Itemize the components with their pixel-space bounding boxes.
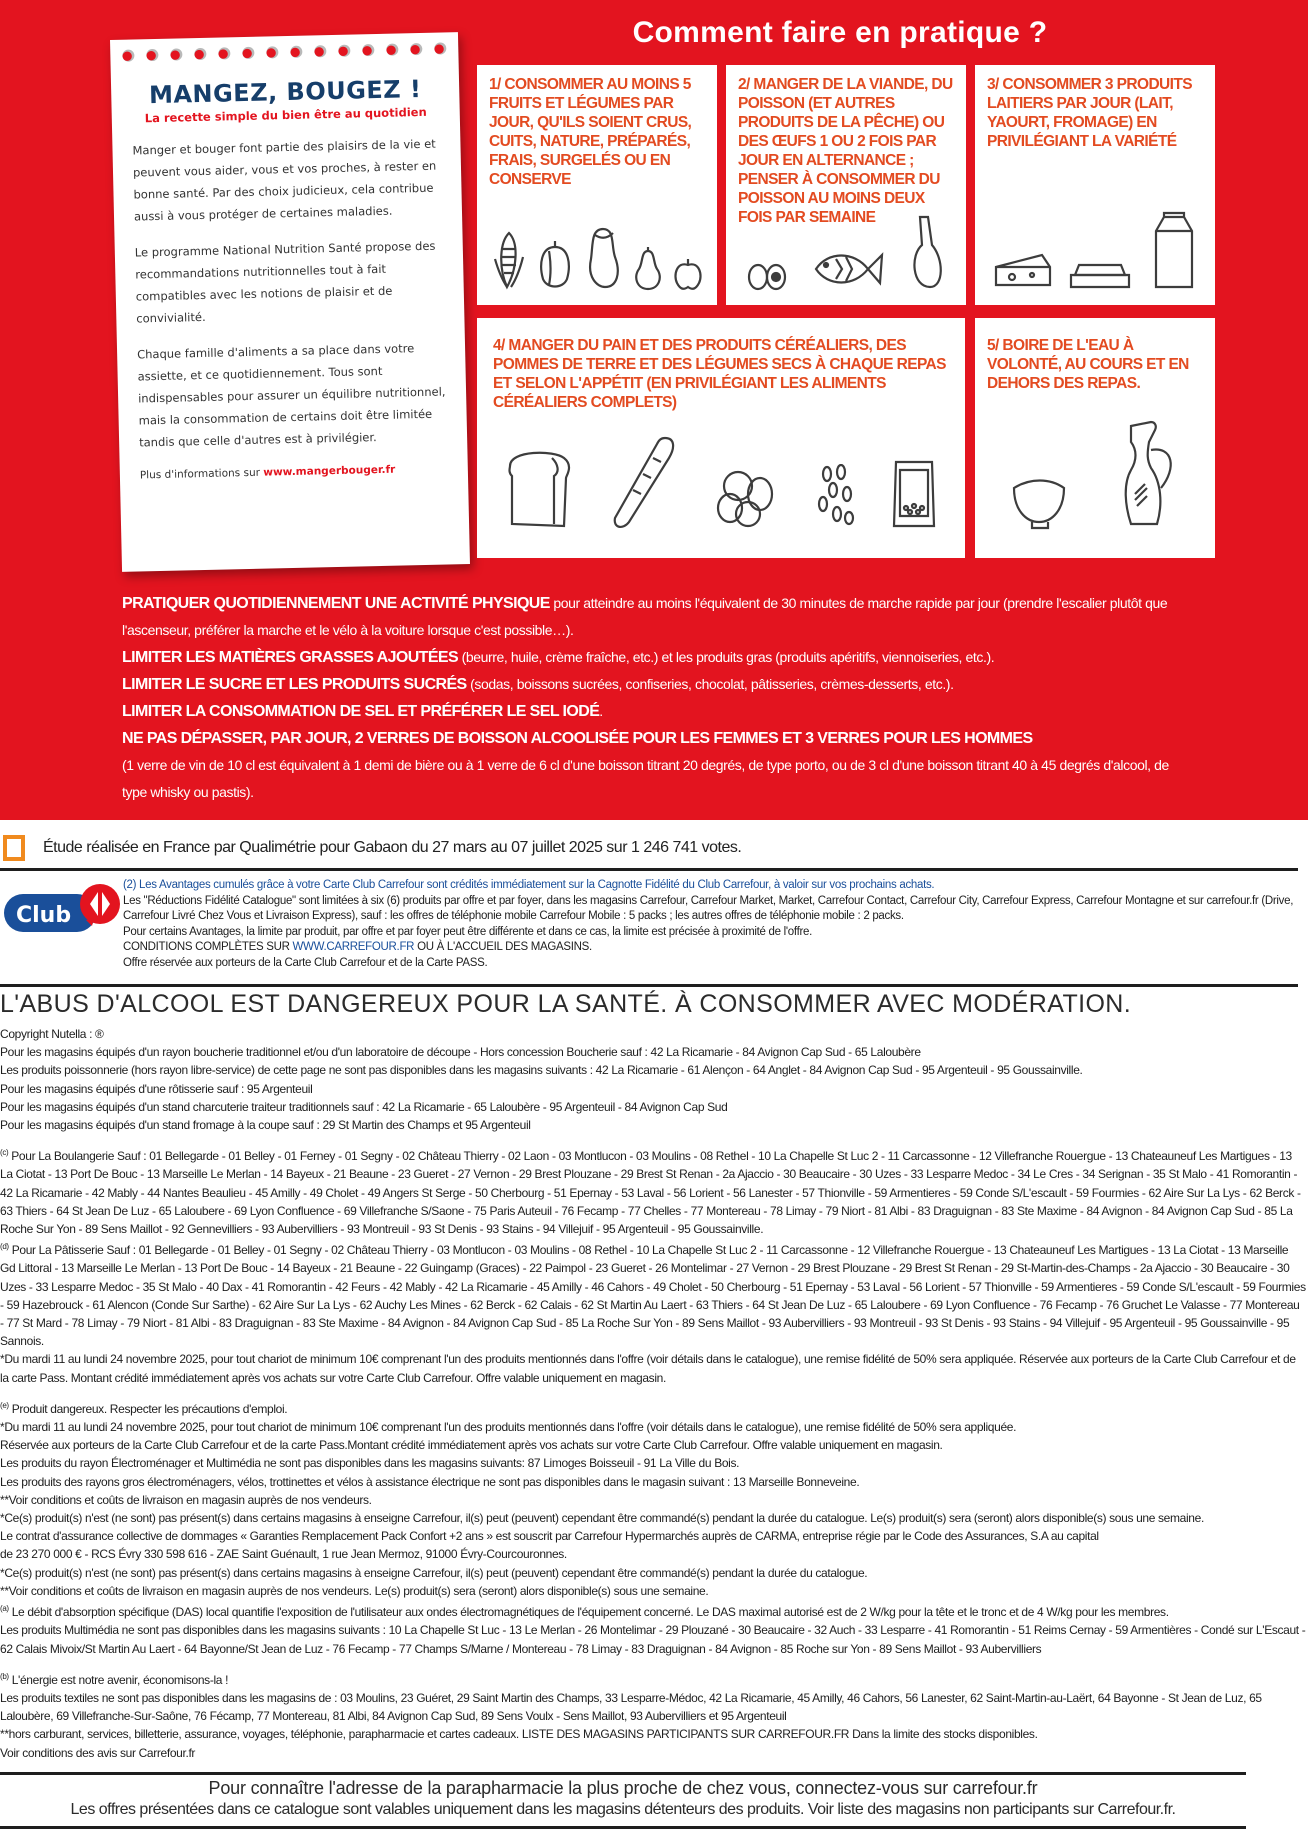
legal-line: *Du mardi 11 au lundi 24 novembre 2025, pour tout chariot de minimum 10€ comprenant l'un des produits mentionnés dans l'offre (voir détails dans le catalogue), une remise fidélité de 50% sera appliquée. (0, 1420, 1017, 1435)
legal-line: **Voir conditions et coûts de livraison en magasin auprès de nos vendeurs. (0, 1492, 372, 1507)
legal-line: *Ce(s) produit(s) n'est (ne sont) pas présent(s) dans certains magasins à enseigne Carrefour, il(s) peut (peuvent) cependant être commandé(s) pendant la durée du catalogue. (0, 1565, 868, 1580)
multimedia-exclusions: Les produits Multimédia ne sont pas disponibles dans les magasins suivants : 10 La Chapelle St Luc - 13 Le Merlan - 26 Montelimar - 29 Plouzané - 30 Beaucaire - 32 Auch - 33 Lesparre - 41 Romorantin - 51 Reims Cernay - 59 Armentières - Condé sur L'Escaut - 62 Calais Mivoix/St Martin Au Laert - 64 Bayonne/St Jean de Luz - 76 Fecamp - 77 Champs S/Marne / Montereau - 78 Limay - 83 Draguignan - 84 Avignon - 85 Roche sur Yon - 89 Sens Maillot - 93 Aubervilliers (0, 1623, 1306, 1656)
tip-text: 4/ MANGER DU PAIN ET DES PRODUITS CÉRÉALIERS, DES POMMES DE TERRE ET DES LÉGUMES SECS À CHAQUE REPAS ET SELON L'APPÉTIT (EN PRIVILÉGIANT LES ALIMENTS CÉRÉALIERS COMPLETS) (493, 337, 946, 411)
svg-text:Club: Club (16, 903, 72, 928)
spiral-ring-icon (362, 44, 374, 56)
notepad-paragraph: Manger et bouger font partie des plaisirs de la vie et peuvent vous aider, vous et vos proches, à rester en bonne santé. Par des choix judicieux, cela contribue aussi à vous protéger de certaines maladies. (132, 136, 437, 224)
legal-line: **hors carburant, services, billetterie, assurance, voyages, téléphonie, parapharmacie et cartes cadeaux. LISTE DES MAGASINS PARTICIPANTS SUR CARREFOUR.FR Dans la limite des stocks disponibles. (0, 1727, 1038, 1742)
spiral-ring-icon (410, 43, 422, 55)
award-badge-icon (3, 835, 25, 861)
spiral-ring-icon (314, 45, 326, 57)
club-carrefour-block (0, 878, 1308, 974)
divider (0, 984, 1298, 987)
baguette-icon (609, 434, 679, 530)
reco-fats: LIMITER LES MATIÈRES GRASSES AJOUTÉES (beurre, huile, crème fraîche, etc.) et les produits gras (produits apéritifs, viennoiseries, etc.). (122, 649, 995, 666)
legal-line: Réservée aux porteurs de la Carte Club Carrefour et de la carte Pass.Montant crédité immédiatement après vos achats sur votre Carte Club Carrefour. Offre valable uniquement en magasin. (0, 1438, 943, 1453)
legal-line: **Voir conditions et coûts de livraison en magasin auprès de nos vendeurs. Le(s) produit(s) sera (seront) alors disponible(s) sous une semaine. (0, 1583, 709, 1598)
tip-fruits-vegetables (477, 65, 717, 305)
milk-carton-icon (1146, 211, 1198, 291)
patisserie-exclusions: $^{(d)}$ Pour La Pâtisserie Sauf : 01 Bellegarde - 01 Belley - 01 Segny - 02 Château Thierry - 03 Montlucon - 03 Moulins - 08 Rethel - 10 La Chapelle St Luc 2 - 11 Carcassonne - 12 Villefranche Rouergue - 13 Chateauneuf Les Martigues - 13 La Ciotat - 13 Marseille Gd Littoral - 13 Marseille Le Merlan - 13 Port De Bouc - 14 Bayeux - 21 Beaune - 22 Guingamp (Graces) - 22 Paimpol - 23 Gueret - 26 Montelimar - 27 Vernon - 29 Brest Plouzane - 29 Brest St Renan - 29 St-Martin-des-Champs - 2a Ajaccio - 30 Beaucaire - 30 Uzes - 33 Lesparre Medoc - 35 St Malo - 40 Dax - 41 Romorantin - 42 Feurs - 42 Mably - 42 La Ricamarie - 45 Amilly - 46 Cahors - 49 Cholet - 50 Cherbourg - 51 Epernay - 53 Laval - 56 Lorient - 57 Thionville - 59 Armentieres - 59 Conde S/L'escault - 59 Fourmies - 59 Hazebrouck - 61 Alencon (Conde Sur Sarthe) - 62 Aire Sur La Lys - 62 Auchy Les Mines - 62 Berck - 62 Calais - 62 St Martin Au Laert - 63 Thiers - 64 St Jean De Luz - 65 Laloubere - 69 Lyon Confluence - 76 Fecamp - 76 Gruchet Le Valasse - 77 Montereau - 77 St Mard - 78 Limay - 79 Niort - 81 Albi - 83 Draguignan - 83 Ste Maxime - 84 Avignon - 84 Avignon Cap Sud - 85 La Roche Sur Yon - 89 Sens Maillot - 93 Aubervilliers - 93 Montreuil - 93 St Denis - 93 Stains - 94 Villejuif - 95 Argenteuil - 95 Goussainville - 95 Sannois. (0, 1242, 1306, 1349)
study-notice (0, 828, 1308, 868)
legal-line: Voir conditions des avis sur Carrefour.fr (0, 1745, 196, 1760)
pear-icon (631, 247, 665, 291)
grain-jar-icon (890, 456, 938, 530)
bread-loaf-icon (504, 446, 574, 530)
legal-line: de 23 270 000 € - RCS Évry 330 598 616 - ZAE Saint Guénault, 1 rue Jean Mermoz, 91000 Évry-Courcouronnes. (0, 1547, 567, 1562)
divider (0, 1772, 1246, 1775)
loyalty-offer: *Du mardi 11 au lundi 24 novembre 2025, pour tout chariot de minimum 10€ comprenant l'un des produits mentionnés dans l'offre (voir détails dans le catalogue), une remise fidélité de 50% sera appliquée. Réservée aux porteurs de la Carte Club Carrefour et de la carte Pass. Montant crédité immédiatement après vos achats sur votre Carte Club Carrefour. Offre valable uniquement en magasin. (0, 1352, 1296, 1385)
mangerbouger-link[interactable]: www.mangerbouger.fr (263, 463, 396, 479)
legal-notices (0, 1025, 1306, 1762)
club-line-2: Les "Réductions Fidélité Catalogue" sont limitées à six (6) produits par offre et par foyer, dans les magasins Carrefour, Carrefour Market, Market, Carrefour Contact, Carrefour City, Carrefour Express, Carrefour Montagne et sur carrefour.fr (Drive, Carrefour Livré Chez Vous et Livraison Express), sauf : les offres de téléphonie mobile Carrefour Mobile : 5 packs ; les autres offres de téléphonie mobile : 2 packs. (123, 894, 1294, 922)
legal-line: Pour les magasins équipés d'une rôtisserie sauf : 95 Argenteuil (0, 1081, 313, 1096)
notepad-card (110, 32, 470, 572)
tip-illustrations (985, 211, 1205, 291)
legal-line: Les produits des rayons gros électroménagers, vélos, trottinettes et vélos à assistance électrique ne sont pas disponibles dans le magasin suivant : 13 Marseille Bonneveine. (0, 1474, 860, 1489)
legal-line: Copyright Nutella : ® (0, 1027, 104, 1041)
water-jug-icon (1117, 420, 1181, 530)
notepad-title: MANGEZ, BOUGEZ ! (148, 74, 422, 110)
tip-illustrations (736, 215, 956, 291)
pepper-icon (535, 239, 575, 291)
carrefour-link[interactable]: WWW.CARREFOUR.FR (292, 941, 415, 953)
tip-illustrations (487, 434, 955, 530)
legal-line: Le contrat d'assurance collective de dommages « Garanties Remplacement Pack Confort +2 ans » est souscrit par Carrefour Hypermarchés auprès de CARMA, entreprise régie par le Code des Assurances, S.A au capital (0, 1529, 1099, 1544)
tip-illustrations (487, 225, 707, 291)
beans-icon (815, 464, 855, 530)
spiral-binding (122, 42, 446, 61)
page-title: Comment faire en pratique ? (632, 16, 1048, 49)
nutrition-panel (0, 0, 1308, 820)
more-info (140, 462, 448, 481)
reco-alcohol: NE PAS DÉPASSER, PAR JOUR, 2 VERRES DE BOISSON ALCOOLISÉE POUR LES FEMMES ET 3 VERRES POUR LES HOMMES (122, 730, 1033, 747)
spiral-ring-icon (290, 46, 302, 58)
notepad-paragraph: Le programme National Nutrition Santé propose des recommandations nutritionnelles tout à fait compatibles avec les notions de plaisir et de convivialité. (134, 238, 436, 326)
legal-line: Pour les magasins équipés d'un stand fromage à la coupe sauf : 29 St Martin des Champs et 95 Argenteuil (0, 1118, 531, 1133)
reco-physical-activity: PRATIQUER QUOTIDIENNEMENT UNE ACTIVITÉ PHYSIQUE pour atteindre au moins l'équivalent de 30 minutes de marche rapide par jour (prendre l'escalier plutôt que l'ascenseur, préférer la marche et le vélo à la voiture lorsque c'est possible…). (122, 595, 1168, 638)
cheese-icon (992, 249, 1054, 291)
spiral-ring-icon (170, 48, 182, 60)
tip-illustrations (985, 420, 1205, 530)
tip-bread-cereals (477, 318, 965, 558)
notepad-subtitle: La recette simple du bien être au quotidien (144, 104, 427, 126)
parapharmacie-notice: Pour connaître l'adresse de la parapharmacie la plus proche de chez vous, connectez-vous sur carrefour.fr (208, 1778, 1038, 1798)
fish-icon (810, 247, 886, 291)
spiral-ring-icon (434, 42, 446, 54)
spiral-ring-icon (146, 49, 158, 61)
spiral-ring-icon (218, 47, 230, 59)
alcohol-equivalence-note: (1 verre de vin de 10 cl est équivalent à 1 demi de bière ou à 1 verre de 6 cl d'une boisson titrant 20 degrés, de type porto, ou de 3 cl d'une boisson titrant 40 à 45 degrés d'alcool, de type whisky ou pastis). (122, 757, 1169, 800)
energy-notice: $^{(b)}$ L'énergie est notre avenir, économisons-la ! (0, 1671, 229, 1687)
club-line-5: Offre réservée aux porteurs de la Carte Club Carrefour et de la Carte PASS. (123, 956, 488, 969)
legal-line: Les produits poissonnerie (hors rayon libre-service) de cette page ne sont pas disponibles dans les magasins suivants : 42 La Ricamarie - 61 Alençon - 64 Anglet - 84 Avignon Cap Sud - 95 Argenteuil - 95 Goussainville. (0, 1063, 1083, 1078)
study-text: Étude réalisée en France par Qualimétrie pour Gabaon du 27 mars au 07 juillet 2025 sur 1 246 741 votes. (43, 839, 742, 856)
spiral-ring-icon (122, 49, 134, 61)
boulangerie-exclusions: $^{(c)}$ Pour La Boulangerie Sauf : 01 Bellegarde - 01 Belley - 01 Ferney - 01 Segny - 02 Château Thierry - 02 Laon - 03 Montlucon - 03 Moulins - 08 Rethel - 10 La Chapelle St Luc 2 - 11 Carcassonne - 12 Villefranche Rouergue - 13 Chateauneuf Les Martigues - 13 La Ciotat - 13 Port De Bouc - 13 Marseille Le Merlan - 14 Bayeux - 21 Beaune - 23 Gueret - 27 Vernon - 29 Brest Plouzane - 29 Brest St Renan - 2a Ajaccio - 30 Beaucaire - 30 Uzes - 33 Lesparre Medoc - 34 Le Cres - 34 Serignan - 35 St Malo - 41 Romorantin - 42 La Ricamarie - 42 Mably - 44 Nantes Beaulieu - 45 Amilly - 49 Cholet - 49 Angers St Serge - 50 Cherbourg - 51 Epernay - 53 Laval - 56 Lorient - 56 Lanester - 57 Thionville - 59 Armentieres - 59 Conde S/L'escault - 59 Fourmies - 62 Aire Sur La Lys - 62 Berck - 63 Thiers - 64 St Jean De Luz - 65 Laloubere - 69 Lyon Confluence - 69 Villefranche S/Saone - 75 Paris Auteuil - 76 Fecamp - 77 Chelles - 77 Montereau - 78 Limay - 79 Niort - 81 Albi - 83 Draguignan - 83 Ste Maxime - 84 Avignon - 84 Avignon Cap Sud - 85 La Roche Sur Yon - 89 Sens Maillot - 92 Gennevilliers - 93 Aubervilliers - 93 Montreuil - 93 St Denis - 93 Stains - 94 Villejuif - 95 Argenteuil - 95 Goussainville. (0, 1148, 1301, 1237)
eggplant-icon (583, 225, 623, 291)
tip-meat-fish-eggs (726, 65, 966, 305)
legal-line: Pour les magasins équipés d'un rayon boucherie traditionnel et/ou d'un laboratoire de découpe - Hors concession Boucherie sauf : 42 La Ricamarie - 84 Avignon Cap Sud - 65 Laloubère (0, 1045, 921, 1060)
club-carrefour-logo-icon (2, 882, 124, 934)
bottom-notice (0, 1778, 1246, 1819)
club-line-1: (2) Les Avantages cumulés grâce à votre Carte Club Carrefour sont crédités immédiatement sur la Cagnotte Fidélité du Club Carrefour, à valoir sur vos prochains achats. (123, 879, 935, 891)
spiral-ring-icon (338, 45, 350, 57)
tip-water (975, 318, 1215, 558)
divider (0, 1826, 1246, 1829)
club-terms (123, 878, 1303, 971)
participating-stores-notice: Les offres présentées dans ce catalogue sont valables uniquement dans les magasins détenteurs des produits. Voir liste des magasins non participants sur Carrefour.fr. (70, 1801, 1176, 1818)
butter-icon (1067, 257, 1133, 291)
health-recommendations (122, 590, 1182, 806)
bowl-icon (1010, 474, 1068, 530)
legal-line: Les produits du rayon Électroménager et Multimédia ne sont pas disponibles dans les magasins suivants: 87 Limoges Boisseuil - 91 La Ville du Bois. (0, 1456, 740, 1471)
spiral-ring-icon (242, 47, 254, 59)
alcohol-warning: L'ABUS D'ALCOOL EST DANGEREUX POUR LA SANTÉ. À CONSOMMER AVEC MODÉRATION. (0, 990, 1132, 1018)
apple-icon (673, 257, 703, 291)
tip-text: 5/ BOIRE DE L'EAU À VOLONTÉ, AU COURS ET EN DEHORS DES REPAS. (987, 337, 1189, 392)
spiral-ring-icon (194, 48, 206, 60)
tip-text: 3/ CONSOMMER 3 PRODUITS LAITIERS PAR JOUR (LAIT, YAOURT, FROMAGE) EN PRIVILÉGIANT LA VARIÉTÉ (987, 76, 1192, 150)
notepad-paragraph: Chaque famille d'aliments a sa place dans votre assiette, et ce quotidiennement. Tous sont indispensables pour assurer un équilibre nutritionnel, mais la consommation de certains doit être limitée tandis que celle d'autres est à privilégier. (136, 341, 446, 450)
divider (0, 868, 1298, 871)
tip-text: 2/ MANGER DE LA VIANDE, DU POISSON (ET AUTRES PRODUITS DE LA PÊCHE) OU DES ŒUFS 1 OU 2 FOIS PAR JOUR EN ALTERNANCE ; PENSER À CONSOMMER DU POISSON AU MOINS DEUX FOIS PAR SEMAINE (738, 76, 953, 226)
das-notice: $^{(a)}$ Le débit d'absorption spécifique (DAS) local quantifie l'exposition de l'utilisateur aux ondes électromagnétiques de l'équipement concerné. Le DAS maximal autorisé est de 2 W/kg pour la tête et le tronc et de 4 W/kg pour les membres. (0, 1604, 1169, 1620)
legal-line: Les produits textiles ne sont pas disponibles dans les magasins de : 03 Moulins, 23 Guéret, 29 Saint Martin des Champs, 33 Lesparre-Médoc, 42 La Ricamarie, 45 Amilly, 46 Cahors, 56 Lanester, 62 Saint-Martin-au-Laërt, 64 Bayonne - St Jean de Luz, 65 Laloubère, 69 Villefranche-Sur-Saône, 76 Fécamp, 77 Montereau, 81 Albi, 84 Avignon Cap Sud, 89 Sens Voulx - Sens Maillot, 93 Aubervilliers et 95 Argenteuil (0, 1690, 1262, 1724)
tip-dairy (975, 65, 1215, 305)
more-info-label: Plus d'informations sur (139, 466, 261, 482)
spiral-ring-icon (266, 46, 278, 58)
club-line-4: CONDITIONS COMPLÈTES SUR WWW.CARREFOUR.FR OU À L'ACCUEIL DES MAGASINS. (123, 941, 592, 953)
reco-sugar: LIMITER LE SUCRE ET LES PRODUITS SUCRÉS (sodas, boissons sucrées, confiseries, chocolat, pâtisseries, crèmes-desserts, etc.). (122, 676, 954, 693)
legal-line: Pour les magasins équipés d'un stand charcuterie traiteur traditionnels sauf : 42 La Ricamarie - 65 Laloubère - 95 Argenteuil - 84 Avignon Cap Sud (0, 1099, 728, 1114)
danger-notice: $^{(e)}$ Produit dangereux. Respecter les précautions d'emploi. (0, 1400, 288, 1416)
spiral-ring-icon (386, 43, 398, 55)
reco-salt: LIMITER LA CONSOMMATION DE SEL ET PRÉFÉRER LE SEL IODÉ. (122, 703, 603, 720)
club-line-3: Pour certains Avantages, la limite par produit, par offre et par foyer peut être différente et dans ce cas, la limite est précisée à proximité de l'offre. (123, 925, 812, 938)
tip-text: 1/ CONSOMMER AU MOINS 5 FRUITS ET LÉGUMES PAR JOUR, QU'ILS SOIENT CRUS, CUITS, NATURE, PRÉPARÉS, FRAIS, SURGELÉS OU EN CONSERVE (489, 76, 692, 188)
potatoes-icon (714, 464, 780, 530)
ham-icon (906, 215, 946, 291)
egg-icon (746, 261, 790, 291)
corn-icon (491, 229, 527, 291)
legal-line: *Ce(s) produit(s) n'est (ne sont) pas présent(s) dans certains magasins à enseigne Carrefour, il(s) peut (peuvent) cependant être commandé(s) pendant la durée du catalogue. Le(s) produit(s) sera (seront) alors disponible(s) sous une semaine. (0, 1511, 1204, 1526)
